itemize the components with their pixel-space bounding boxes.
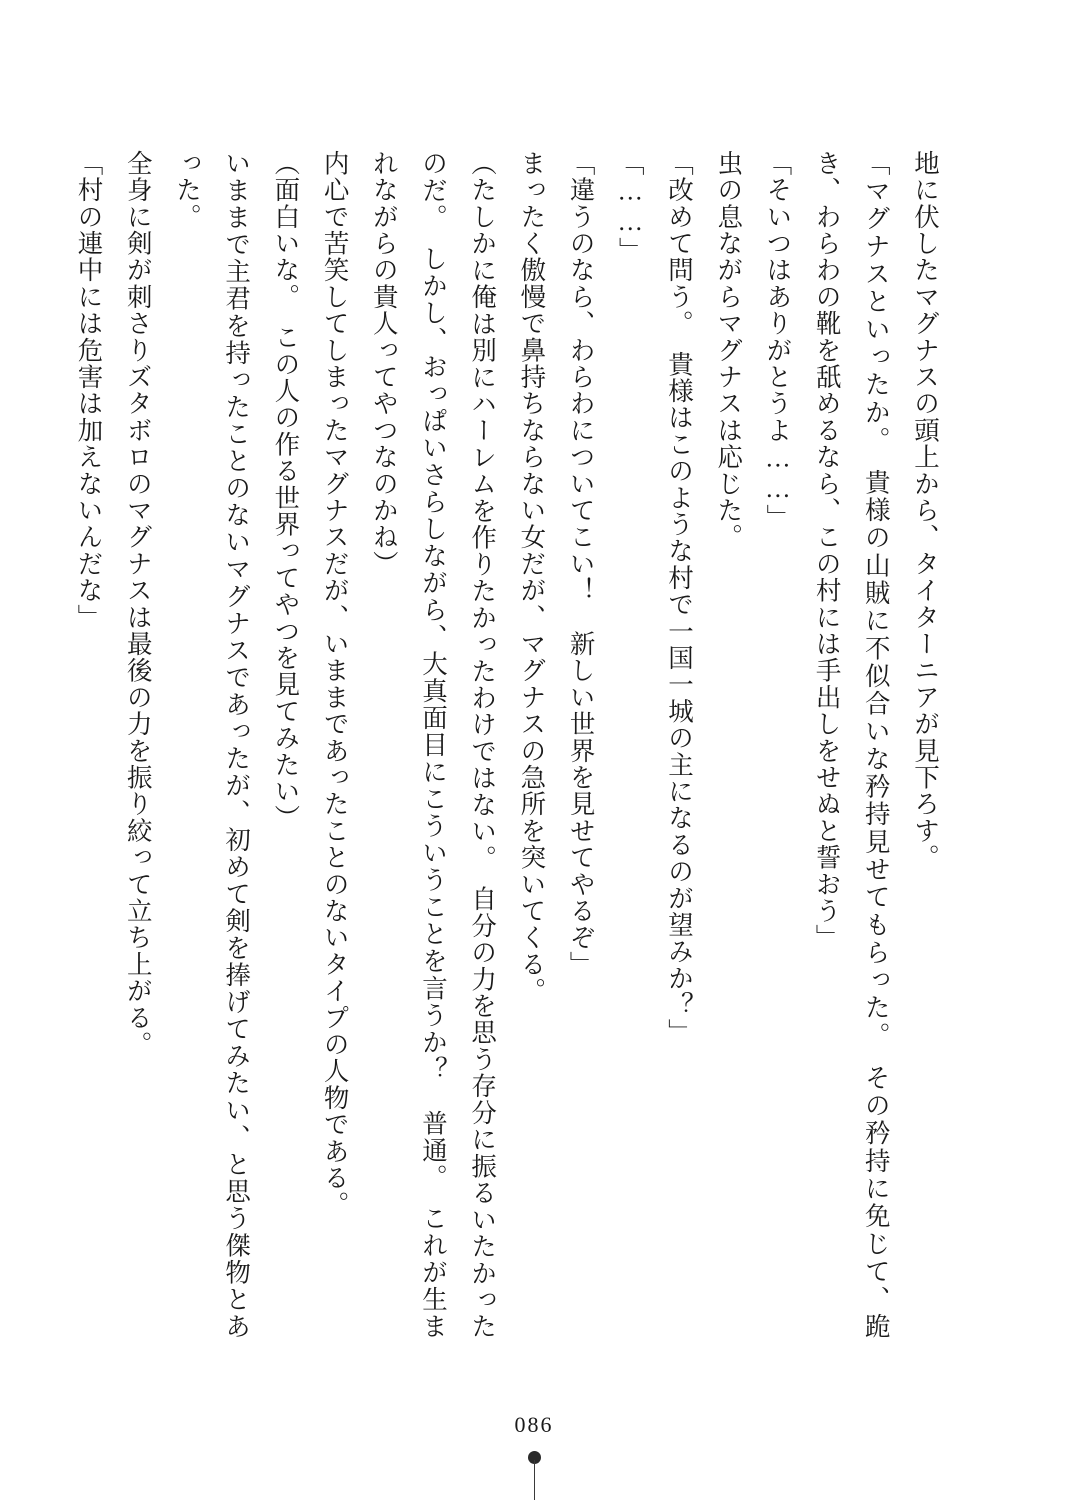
paragraph: 「マグナスといったか。 貴様の山賊に不似合いな矜持見せてもらった。 その矜持に免じて、跪き、わらわの靴を舐めるなら、この村には手出しをせぬと誓おう」	[812, 150, 891, 1340]
page-number: 086	[514, 1412, 554, 1437]
paragraph: 「……」	[615, 150, 645, 264]
paragraph: （面白いな。 この人の作る世界ってやつを見てみたい）	[271, 150, 301, 832]
paragraph: 「違うのなら、わらわについてこい！ 新しい世界を見せてやるぞ」	[566, 150, 596, 978]
paragraph: いままで主君を持ったことのないマグナスであったが、初めて剣を捧げてみたい、と思う傑物とあった。	[172, 150, 252, 1340]
paragraph: 「そいつはありがとうよ……」	[763, 150, 793, 531]
paragraph: 全身に剣が刺さりズタボロのマグナスは最後の力を振り絞って立ち上がる。	[123, 150, 153, 1058]
page-text-body	[74, 150, 950, 1340]
paragraph: （たしかに俺は別にハーレムを作りたかったわけではない。 自分の力を思う存分に振るいたかったのだ。 しかし、おっぱいさらしながら、大真面目にこういうことを言うか？ 普通。 これが生まれながらの貴人ってやつなのかね）	[369, 150, 498, 1340]
paragraph: 「改めて問う。 貴様はこのような村で一国一城の主になるのが望みか？」	[664, 150, 694, 1046]
paragraph: 虫の息ながらマグナスは応じた。	[714, 150, 744, 551]
paragraph: 内心で苦笑してしまったマグナスだが、いままであったことのないタイプの人物である。	[320, 150, 350, 1218]
paragraph: まったく傲慢で鼻持ちならない女だが、マグナスの急所を突いてくる。	[517, 150, 547, 1005]
paragraph: 地に伏したマグナスの頭上から、タイターニアが見下ろす。	[911, 150, 940, 871]
folio-rule-ornament	[534, 1460, 535, 1500]
paragraph: 「村の連中には危害は加えないんだな」	[74, 150, 104, 631]
